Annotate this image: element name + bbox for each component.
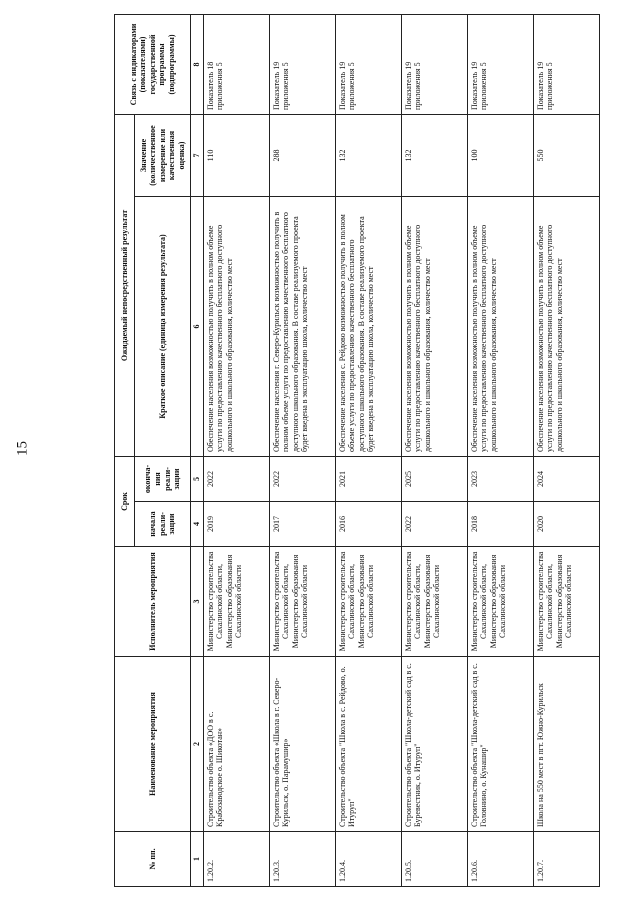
header-result-value: Значение (количественное измерение или качественная оценка) <box>135 115 191 197</box>
row-value: 550 <box>533 115 599 197</box>
row-value: 288 <box>269 115 335 197</box>
row-name: Школа на 550 мест в пгт. Южно-Курильск <box>533 657 599 832</box>
row-desc: Обеспечение населения возможностью получить в полном объеме услуги по предоставлению качественного бесплатного доступного дошкольного и школьного образования, количество мест <box>401 197 467 457</box>
row-no: 1.20.5. <box>401 832 467 887</box>
table-row <box>203 15 269 887</box>
row-name: Строительство объекта "Школа в с. Рейдово, о. Итуруп" <box>335 657 401 832</box>
row-desc: Обеспечение населения возможностью получить в полном объеме услуги по предоставлению качественного бесплатного доступного дошкольного и школьного образования, количество мест <box>467 197 533 457</box>
page-number: 15 <box>14 441 31 456</box>
header-result: Ожидаемый непосредственный результат <box>115 115 135 457</box>
row-executor: Министерство строительства Сахалинской области, Министерство образования Сахалинской области <box>335 547 401 657</box>
row-no: 1.20.7. <box>533 832 599 887</box>
row-executor: Министерство строительства Сахалинской области, Министерство образования Сахалинской области <box>467 547 533 657</box>
row-desc: Обеспечение населения возможностью получить в полном объеме услуги по предоставлению качественного бесплатного доступного дошкольного и школьного образования, количество мест <box>203 197 269 457</box>
row-start: 2017 <box>269 502 335 547</box>
row-desc: Обеспечение населения возможностью получить в полном объеме услуги по предоставлению качественного бесплатного доступного дошкольного и школьного образования, количество мест <box>533 197 599 457</box>
row-link: Показатель 19 приложения 5 <box>467 15 533 115</box>
row-start: 2022 <box>401 502 467 547</box>
row-end: 2021 <box>335 457 401 502</box>
rotated-page <box>114 15 634 887</box>
row-value: 132 <box>401 115 467 197</box>
row-desc: Обеспечение населения с. Рейдово возможностью получить в полном объеме услуги по предоставлению качественного бесплатного доступного школьного образования. В составе реализуемого проекта будет введена в эксплуатацию школа, количество мест <box>335 197 401 457</box>
row-value: 110 <box>203 115 269 197</box>
column-number: 1 <box>191 832 204 887</box>
header-term-end: оконча-ния реали-зации <box>135 457 191 502</box>
row-value: 100 <box>467 115 533 197</box>
row-start: 2016 <box>335 502 401 547</box>
header-no: № пп. <box>115 832 191 887</box>
column-number: 2 <box>191 657 204 832</box>
column-number: 6 <box>191 197 204 457</box>
row-link: Показатель 19 приложения 5 <box>401 15 467 115</box>
table-row <box>467 15 533 887</box>
table-body <box>203 15 599 887</box>
column-numbers-row <box>191 15 204 887</box>
row-name: Строительство объекта "Школа-детский сад в с. Головнино, о. Кунашир" <box>467 657 533 832</box>
row-no: 1.20.4. <box>335 832 401 887</box>
row-no: 1.20.3. <box>269 832 335 887</box>
row-link: Показатель 19 приложения 5 <box>269 15 335 115</box>
row-no: 1.20.6. <box>467 832 533 887</box>
row-end: 2022 <box>269 457 335 502</box>
row-link: Показатель 19 приложения 5 <box>533 15 599 115</box>
column-number: 3 <box>191 547 204 657</box>
table-row <box>335 15 401 887</box>
row-end: 2024 <box>533 457 599 502</box>
row-name: Строительство объекта "Школа-детский сад в с. Буревестник, о. Итуруп" <box>401 657 467 832</box>
row-start: 2019 <box>203 502 269 547</box>
table-header <box>115 15 204 887</box>
column-number: 5 <box>191 457 204 502</box>
row-end: 2022 <box>203 457 269 502</box>
row-link: Показатель 19 приложения 5 <box>335 15 401 115</box>
row-link: Показатель 18 приложения 5 <box>203 15 269 115</box>
row-no: 1.20.2. <box>203 832 269 887</box>
row-name: Строительство объекта «ДОО в с. Крабозаводское о. Шикотан» <box>203 657 269 832</box>
row-end: 2025 <box>401 457 467 502</box>
header-link: Связь с индикаторами (показателями) государственной программы (подпрограммы) <box>115 15 191 115</box>
row-end: 2023 <box>467 457 533 502</box>
measures-table <box>114 14 600 887</box>
header-executor: Исполнитель мероприятия <box>115 547 191 657</box>
row-start: 2020 <box>533 502 599 547</box>
row-executor: Министерство строительства Сахалинской области, Министерство образования Сахалинской области <box>269 547 335 657</box>
header-term-start: начала реали-зации <box>135 502 191 547</box>
header-result-desc: Краткое описание (единица измерения результата) <box>135 197 191 457</box>
row-executor: Министерство строительства Сахалинской области, Министерство образования Сахалинской области <box>203 547 269 657</box>
table-row <box>269 15 335 887</box>
column-number: 4 <box>191 502 204 547</box>
row-desc: Обеспечение населения г. Северо-Курильск возможностью получить в полном объеме услуги по предоставлению качественного бесплатного доступного школьного образования. В составе реализуемого проекта будет введена в эксплуатацию школа, количество мест <box>269 197 335 457</box>
column-number: 7 <box>191 115 204 197</box>
row-name: Строительство объекта «Школа в г. Северо-Курильск, о. Парамушир» <box>269 657 335 832</box>
header-name: Наименование мероприятия <box>115 657 191 832</box>
row-start: 2018 <box>467 502 533 547</box>
row-executor: Министерство строительства Сахалинской области, Министерство образования Сахалинской области <box>401 547 467 657</box>
row-executor: Министерство строительства Сахалинской области, Министерство образования Сахалинской области <box>533 547 599 657</box>
table-row <box>533 15 599 887</box>
header-term: Срок <box>115 457 135 547</box>
table-row <box>401 15 467 887</box>
row-value: 132 <box>335 115 401 197</box>
column-number: 8 <box>191 15 204 115</box>
